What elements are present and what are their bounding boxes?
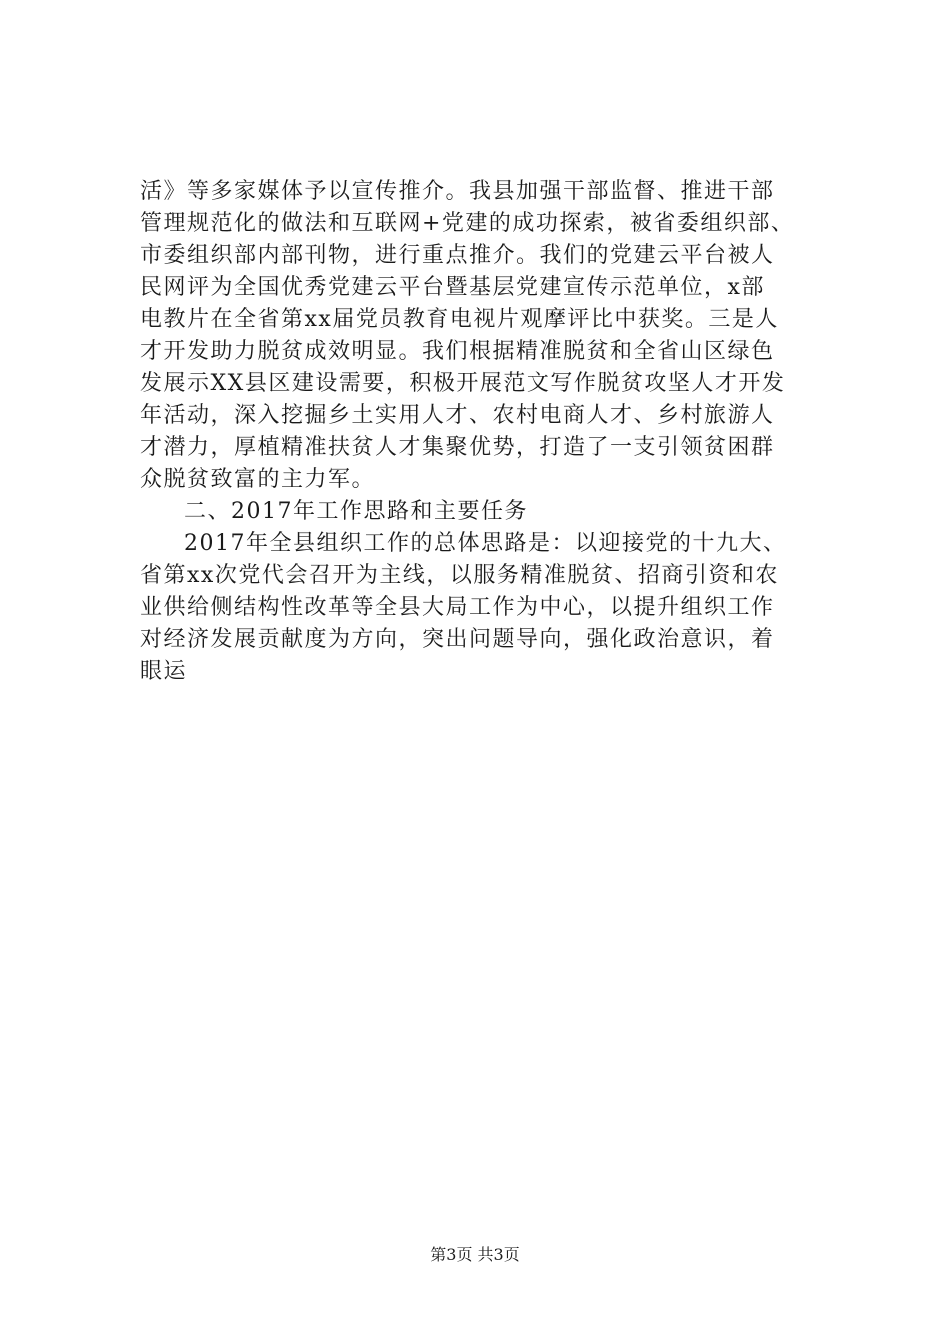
page-footer xyxy=(0,1244,950,1266)
text-line: 管理规范化的做法和互联网+党建的成功探索，被省委组织部、 xyxy=(140,211,795,236)
text-line: 才潜力，厚植精准扶贫人才集聚优势，打造了一支引领贫困群 xyxy=(140,435,775,460)
text-line: 业供给侧结构性改革等全县大局工作为中心，以提升组织工作 xyxy=(140,595,775,620)
text-line: 发展示XX县区建设需要，积极开展范文写作脱贫攻坚人才开发 xyxy=(140,371,786,396)
text-line: 电教片在全省第xx届党员教育电视片观摩评比中获奖。三是人 xyxy=(140,307,779,332)
text-line: 年活动，深入挖掘乡土实用人才、农村电商人才、乡村旅游人 xyxy=(140,403,775,428)
page-number: 第3页 共3页 xyxy=(430,1245,520,1264)
body-text xyxy=(140,176,830,688)
text-line: 才开发助力脱贫成效明显。我们根据精准脱贫和全省山区绿色 xyxy=(140,339,775,364)
text-line: 眼运 xyxy=(140,659,188,684)
text-line: 民网评为全国优秀党建云平台暨基层党建宣传示范单位，x部 xyxy=(140,275,765,300)
text-line: 活》等多家媒体予以宣传推介。我县加强干部监督、推进干部 xyxy=(140,179,775,204)
text-line: 对经济发展贡献度为方向，突出问题导向，强化政治意识，着 xyxy=(140,627,775,652)
text-line: 市委组织部内部刊物，进行重点推介。我们的党建云平台被人 xyxy=(140,243,775,268)
text-line: 2017年全县组织工作的总体思路是：以迎接党的十九大、 xyxy=(184,531,787,556)
paragraph-2 xyxy=(140,528,830,688)
text-line: 众脱贫致富的主力军。 xyxy=(140,467,376,492)
paragraph-1 xyxy=(140,176,830,496)
section-heading: 二、2017年工作思路和主要任务 xyxy=(184,499,528,524)
text-line: 省第xx次党代会召开为主线，以服务精准脱贫、招商引资和农 xyxy=(140,563,779,588)
